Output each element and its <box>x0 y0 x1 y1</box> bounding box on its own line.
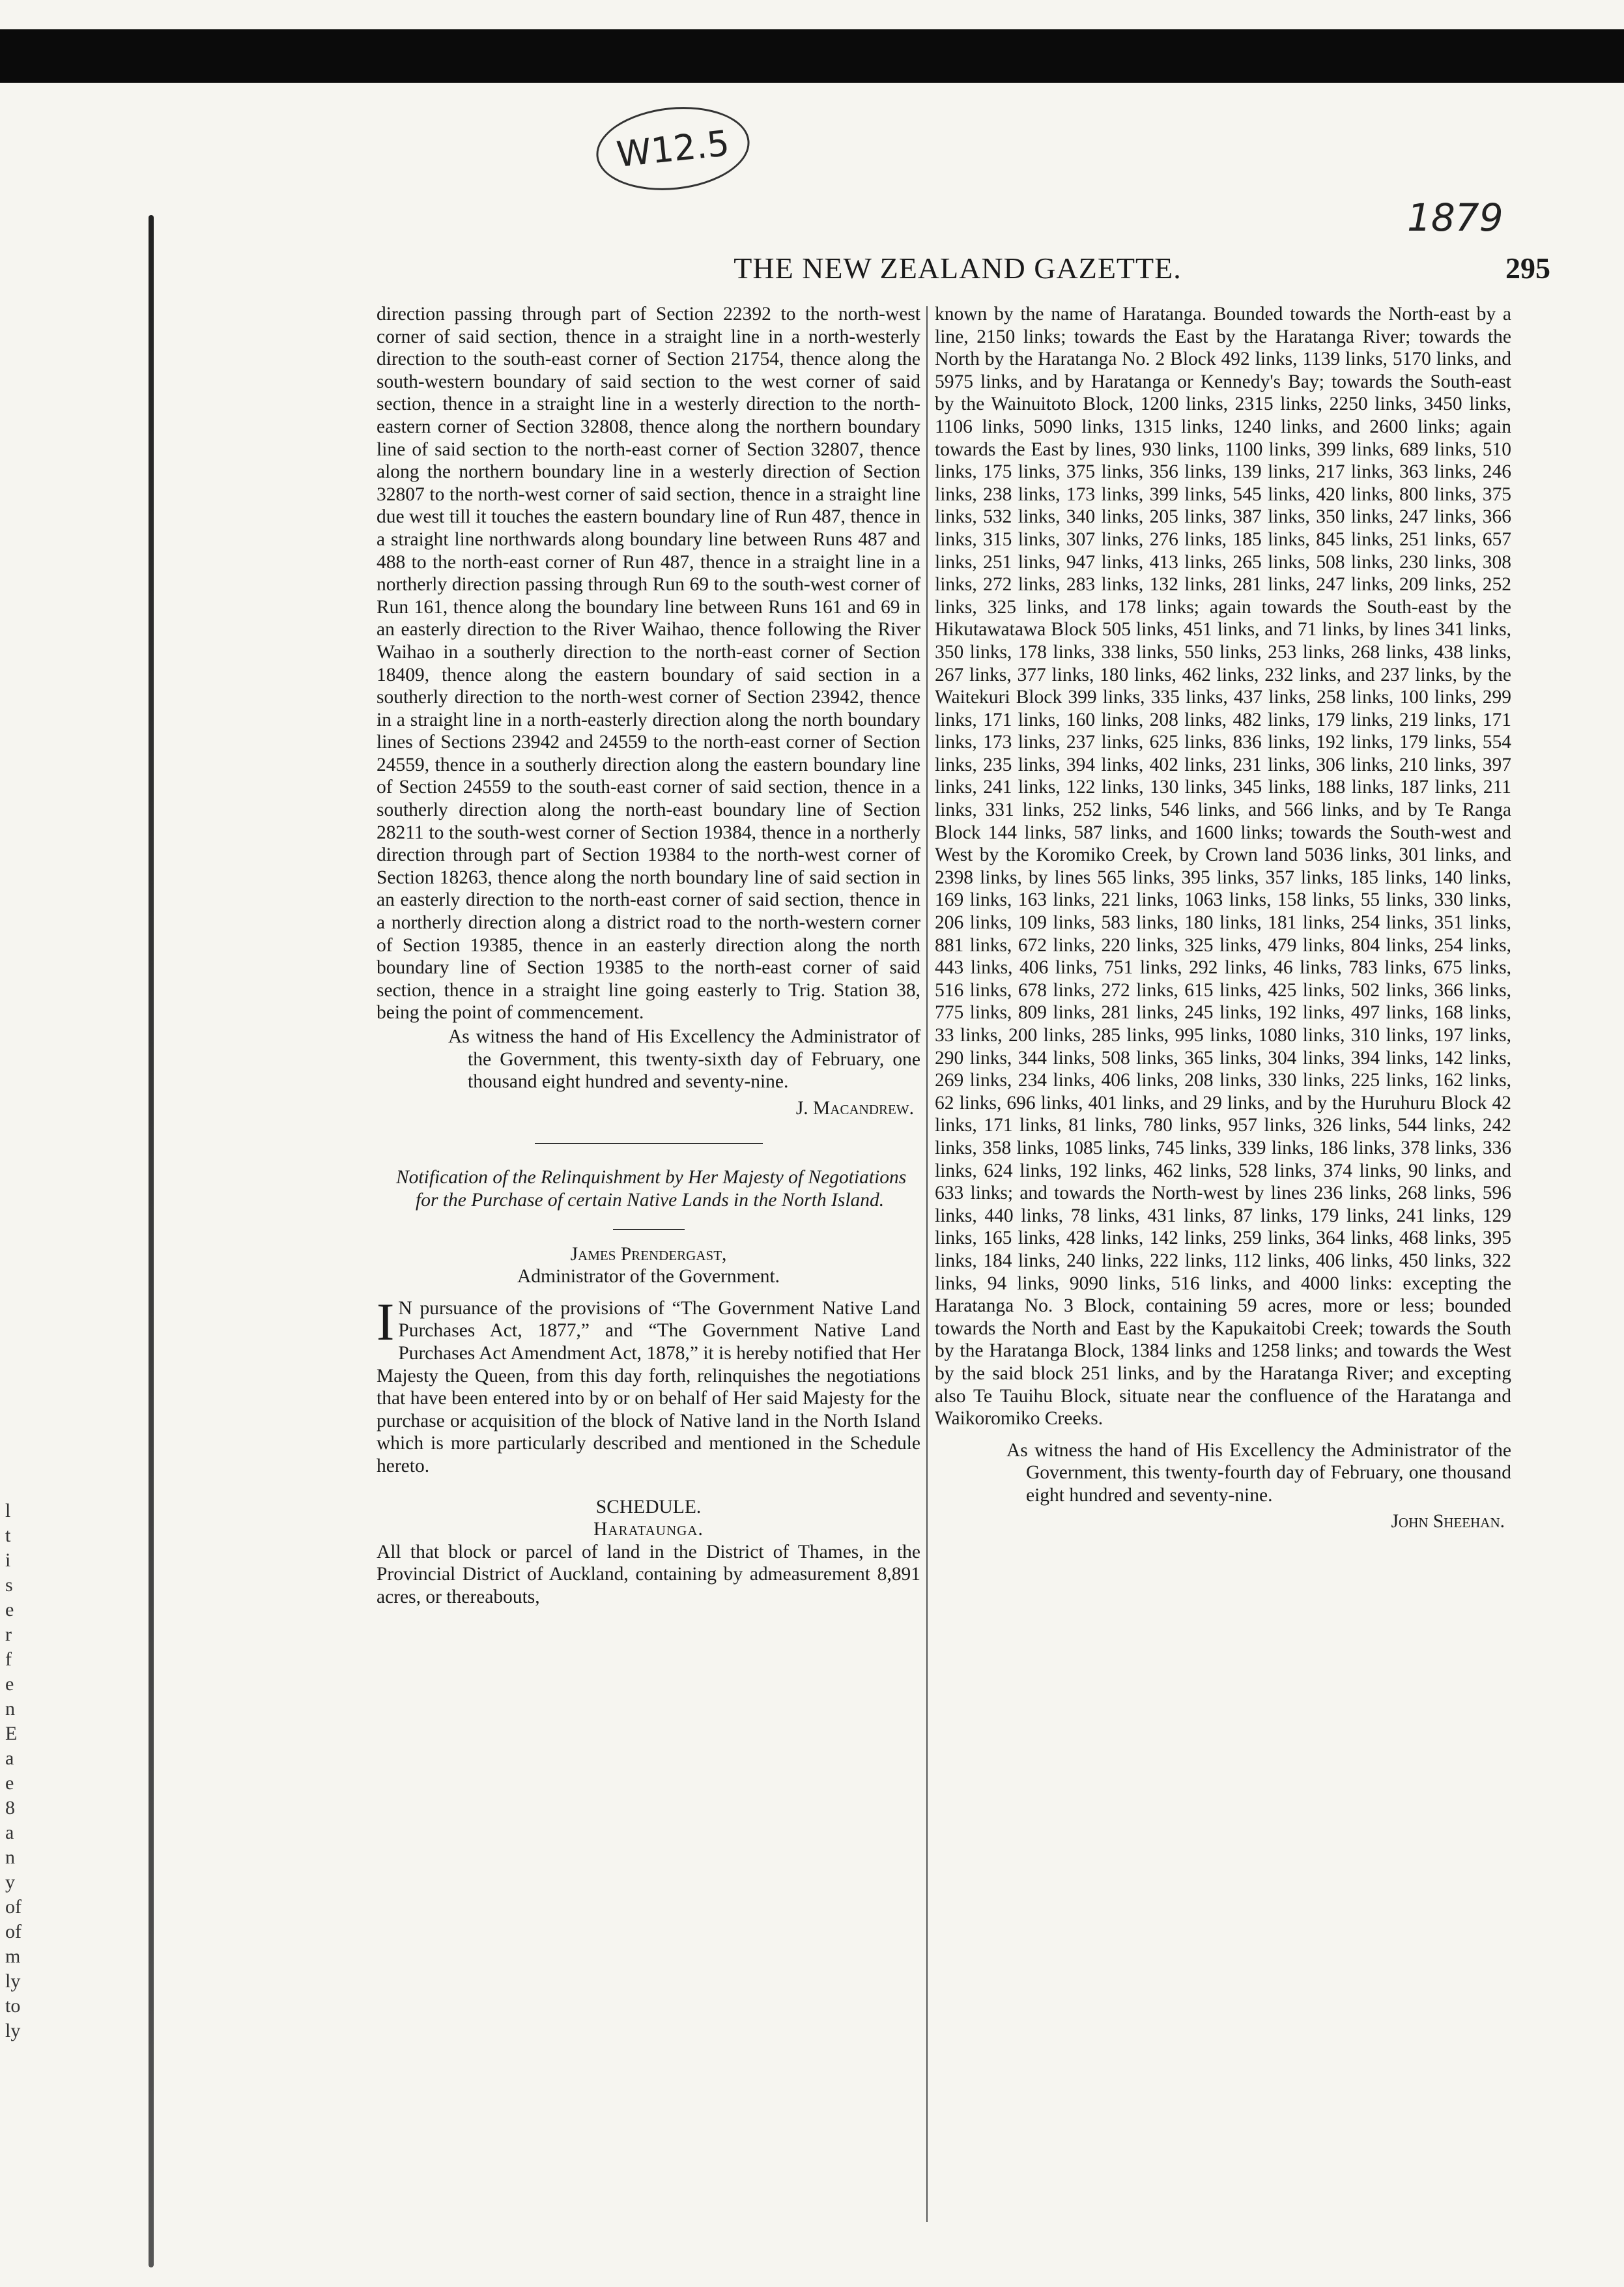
archive-stamp <box>592 100 754 197</box>
schedule-text: All that block or parcel of land in the District of Thames, in the Provincial District of Auckland, containing by admeasurement 8,891 acres, or thereabouts, <box>377 1541 920 1607</box>
margin-fragment: e <box>5 1599 14 1620</box>
margin-fragment: ly <box>5 1970 21 1992</box>
margin-fragment: a <box>5 1822 14 1843</box>
masthead: THE NEW ZEALAND GAZETTE. <box>734 252 1182 285</box>
margin-fragment: of <box>5 1896 21 1918</box>
witness-clause: As witness the hand of His Excellency the Administrator of the Government, this twenty-sixth day of February, one thousand eight hundred and seventy-nine. <box>448 1026 920 1093</box>
column-divider <box>926 306 928 2222</box>
margin-fragment: s <box>5 1574 13 1596</box>
stamp-text: W12.5 <box>614 122 732 175</box>
notice-title: Notification of the Relinquishment by Her Majesty of Negotiations for the Purchase of certain Native Lands in the North Island. <box>396 1167 907 1211</box>
scan-top-bar <box>0 29 1624 83</box>
binding-spine <box>149 215 154 2267</box>
margin-fragment: y <box>5 1871 15 1893</box>
margin-fragment: of <box>5 1921 21 1942</box>
right-column <box>935 303 1511 1533</box>
notice-body-text: N pursuance of the provisions of “The Government Native Land Purchases Act, 1877,” and “The Government Native Land Purchases Act Amendment Act, 1878,” it is hereby notified that Her Majesty the Queen, from this day forth, relinquishes the negotiations that have been entered into by or on behalf of Her said Majesty for the purchase or acquisition of the block of Native land in the North Island which is more particularly described and mentioned in the Schedule hereto. <box>377 1297 920 1476</box>
drop-cap: I <box>377 1291 395 1351</box>
margin-fragment: n <box>5 1847 15 1868</box>
issuer-title: Administrator of the Government. <box>517 1266 780 1287</box>
notice-body <box>377 1291 920 1478</box>
margin-fragment: f <box>5 1648 12 1670</box>
handwritten-year: 1879 <box>1407 195 1503 240</box>
boundary-description: known by the name of Haratanga. Bounded towards the North-east by a line, 2150 links; towards the East by the Haratanga River; towards the North by the Haratanga No. 2 Block 492 links, 1139 links, 5170 links, and 5975 links, and by Haratanga or Kennedy's Bay; towards the South-east by the Wainuitoto Block, 1200 links, 2315 links, 2250 links, 3450 links, 1106 links, 5090 links, 1315 links, 1240 links, and 2600 links; again towards the East by lines, 930 links, 1100 links, 399 links, 689 links, 510 links, 175 links, 375 links, 356 links, 139 links, 217 links, 363 links, 246 links, 238 links, 173 links, 399 links, 545 links, 420 links, 800 links, 375 links, 532 links, 340 links, 205 links, 387 links, 350 links, 247 links, 366 links, 315 links, 307 links, 276 links, 185 links, 845 links, 251 links, 657 links, 251 links, 947 links, 413 links, 265 links, 508 links, 230 links, 308 links, 272 links, 283 links, 132 links, 281 links, 247 links, 209 links, 252 links, 325 links, and 178 links; again towards the South-east by the Hikutawatawa Block 505 links, 451 links, and 71 links, by lines 341 links, 350 links, 178 links, 338 links, 550 links, 253 links, 268 links, 438 links, 267 links, 377 links, 180 links, 462 links, 232 links, and 237 links, by the Waitekuri Block 399 links, 335 links, 437 links, 258 links, 100 links, 299 links, 171 links, 160 links, 208 links, 482 links, 179 links, 219 links, 171 links, 173 links, 237 links, 625 links, 836 links, 192 links, 179 links, 554 links, 235 links, 394 links, 402 links, 231 links, 306 links, 210 links, 397 links, 241 links, 122 links, 130 links, 345 links, 188 links, 187 links, 211 links, 331 links, 252 links, 546 links, and 566 links, and by Te Ranga Block 144 links, 587 links, and 1600 links; towards the South-west and West by the Koromiko Creek, by Crown land 5036 links, 301 links, and 2398 links, by lines 565 links, 395 links, 357 links, 185 links, 140 links, 169 links, 163 links, 221 links, 1063 links, 158 links, 55 links, 330 links, 206 links, 109 links, 583 links, 180 links, 181 links, 254 links, 351 links, 881 links, 672 links, 220 links, 325 links, 479 links, 804 links, 254 links, 443 links, 406 links, 751 links, 292 links, 46 links, 783 links, 675 links, 516 links, 678 links, 272 links, 615 links, 425 links, 502 links, 366 links, 775 links, 809 links, 281 links, 245 links, 192 links, 497 links, 168 links, 33 links, 200 links, 285 links, 995 links, 1080 links, 310 links, 197 links, 290 links, 344 links, 508 links, 365 links, 304 links, 394 links, 142 links, 269 links, 234 links, 406 links, 208 links, 330 links, 225 links, 162 links, 62 links, 696 links, 401 links, and 29 links, and by the Huruhuru Block 42 links, 171 links, 81 links, 780 links, 957 links, 326 links, 544 links, 242 links, 358 links, 1085 links, 745 links, 339 links, 186 links, 378 links, 336 links, 624 links, 192 links, 462 links, 528 links, 374 links, 90 links, and 633 links; and towards the North-west by lines 236 links, 268 links, 596 links, 440 links, 78 links, 431 links, 87 links, 179 links, 241 links, 129 links, 165 links, 428 links, 142 links, 259 links, 364 links, 468 links, 395 links, 184 links, 240 links, 222 links, 112 links, 406 links, 450 links, 322 links, 94 links, 9090 links, 516 links, and 4000 links: excepting the Haratanga No. 3 Block, containing 59 acres, more or less; bounded towards the North and East by the Kapukaitobi Creek; towards the South by the Haratanga Block, 1384 links and 1258 links; and towards the West by the said block 251 links, and by the Haratanga River; and excepting also Te Tauihu Block, situate near the confluence of the Haratanga and Waikoromiko Creeks. <box>935 304 1511 1430</box>
margin-fragment: n <box>5 1698 15 1719</box>
issuer-name: James Prendergast, <box>570 1243 727 1265</box>
signature: J. Macandrew. <box>795 1097 914 1119</box>
margin-fragment: 8 <box>5 1797 15 1819</box>
margin-fragment: l <box>5 1500 11 1521</box>
margin-fragment: ly <box>5 2020 21 2041</box>
margin-fragment: to <box>5 1995 21 2017</box>
margin-fragment: t <box>5 1525 11 1546</box>
margin-fragment: i <box>5 1549 11 1571</box>
block-name: Harataunga. <box>593 1519 704 1540</box>
page-header <box>365 251 1550 296</box>
margin-fragment: e <box>5 1772 14 1794</box>
margin-fragment: a <box>5 1748 14 1769</box>
signature-right: John Sheehan. <box>1391 1511 1505 1532</box>
continuation-text: direction passing through part of Section 22392 to the north-west corner of said section, thence in a straight line in a north-westerly direction to the south-east corner of Section 21754, thence along the south-western boundary of said section to the west corner of said section, thence in a straight line in a westerly direction to the north-eastern corner of Section 32808, thence along the northern boundary line of said section to the north-east corner of Section 32807, thence along the northern boundary line in a westerly direction of Section 32807 to the north-west corner of said section, thence in a straight line due west till it touches the eastern boundary line of Run 487, thence in a straight line northwards along boundary line between Runs 487 and 488 to the north-east corner of Run 487, thence in a straight line in a northerly direction passing through Run 69 to the south-west corner of Run 161, thence along the boundary line between Runs 161 and 69 in an easterly direction to the River Waihao, thence following the River Waihao in a southerly direction to the north-east corner of Section 18409, thence along the eastern boundary of said section in a southerly direction to the north-west corner of Section 23942, thence in a straight line in a north-easterly direction along the north boundary lines of Sections 23942 and 24559 to the north-east corner of Section 24559, thence in a southerly direction along the eastern boundary line of Section 24559 to the south-east corner of said section, thence in a southerly direction along the north-east boundary line of Section 28211 to the south-west corner of Section 19384, thence in a northerly direction through part of Section 19384 to the north-west corner of Section 18263, thence along the north boundary line of said section in an easterly direction to the north-east corner of said section, thence in a northerly direction along a district road to the north-western corner of Section 19385, thence in an easterly direction along the north boundary line of Section 19385 to the north-east corner of said section, thence in a straight line going easterly to Trig. Station 38, being the point of commencement. <box>377 304 920 1024</box>
witness-clause-right: As witness the hand of His Excellency the Administrator of the Government, this twenty-fourth day of February, one thousand eight hundred and seventy-nine. <box>1006 1439 1511 1506</box>
page-number: 295 <box>1505 252 1550 285</box>
margin-fragments <box>5 1499 57 2043</box>
margin-fragment: r <box>5 1624 12 1645</box>
left-column <box>377 303 920 1608</box>
schedule-heading: SCHEDULE. <box>595 1496 702 1517</box>
section-rule <box>535 1143 763 1144</box>
margin-fragment: E <box>5 1723 18 1744</box>
short-rule <box>613 1229 685 1230</box>
margin-fragment: m <box>5 1946 21 1967</box>
margin-fragment: e <box>5 1673 14 1695</box>
